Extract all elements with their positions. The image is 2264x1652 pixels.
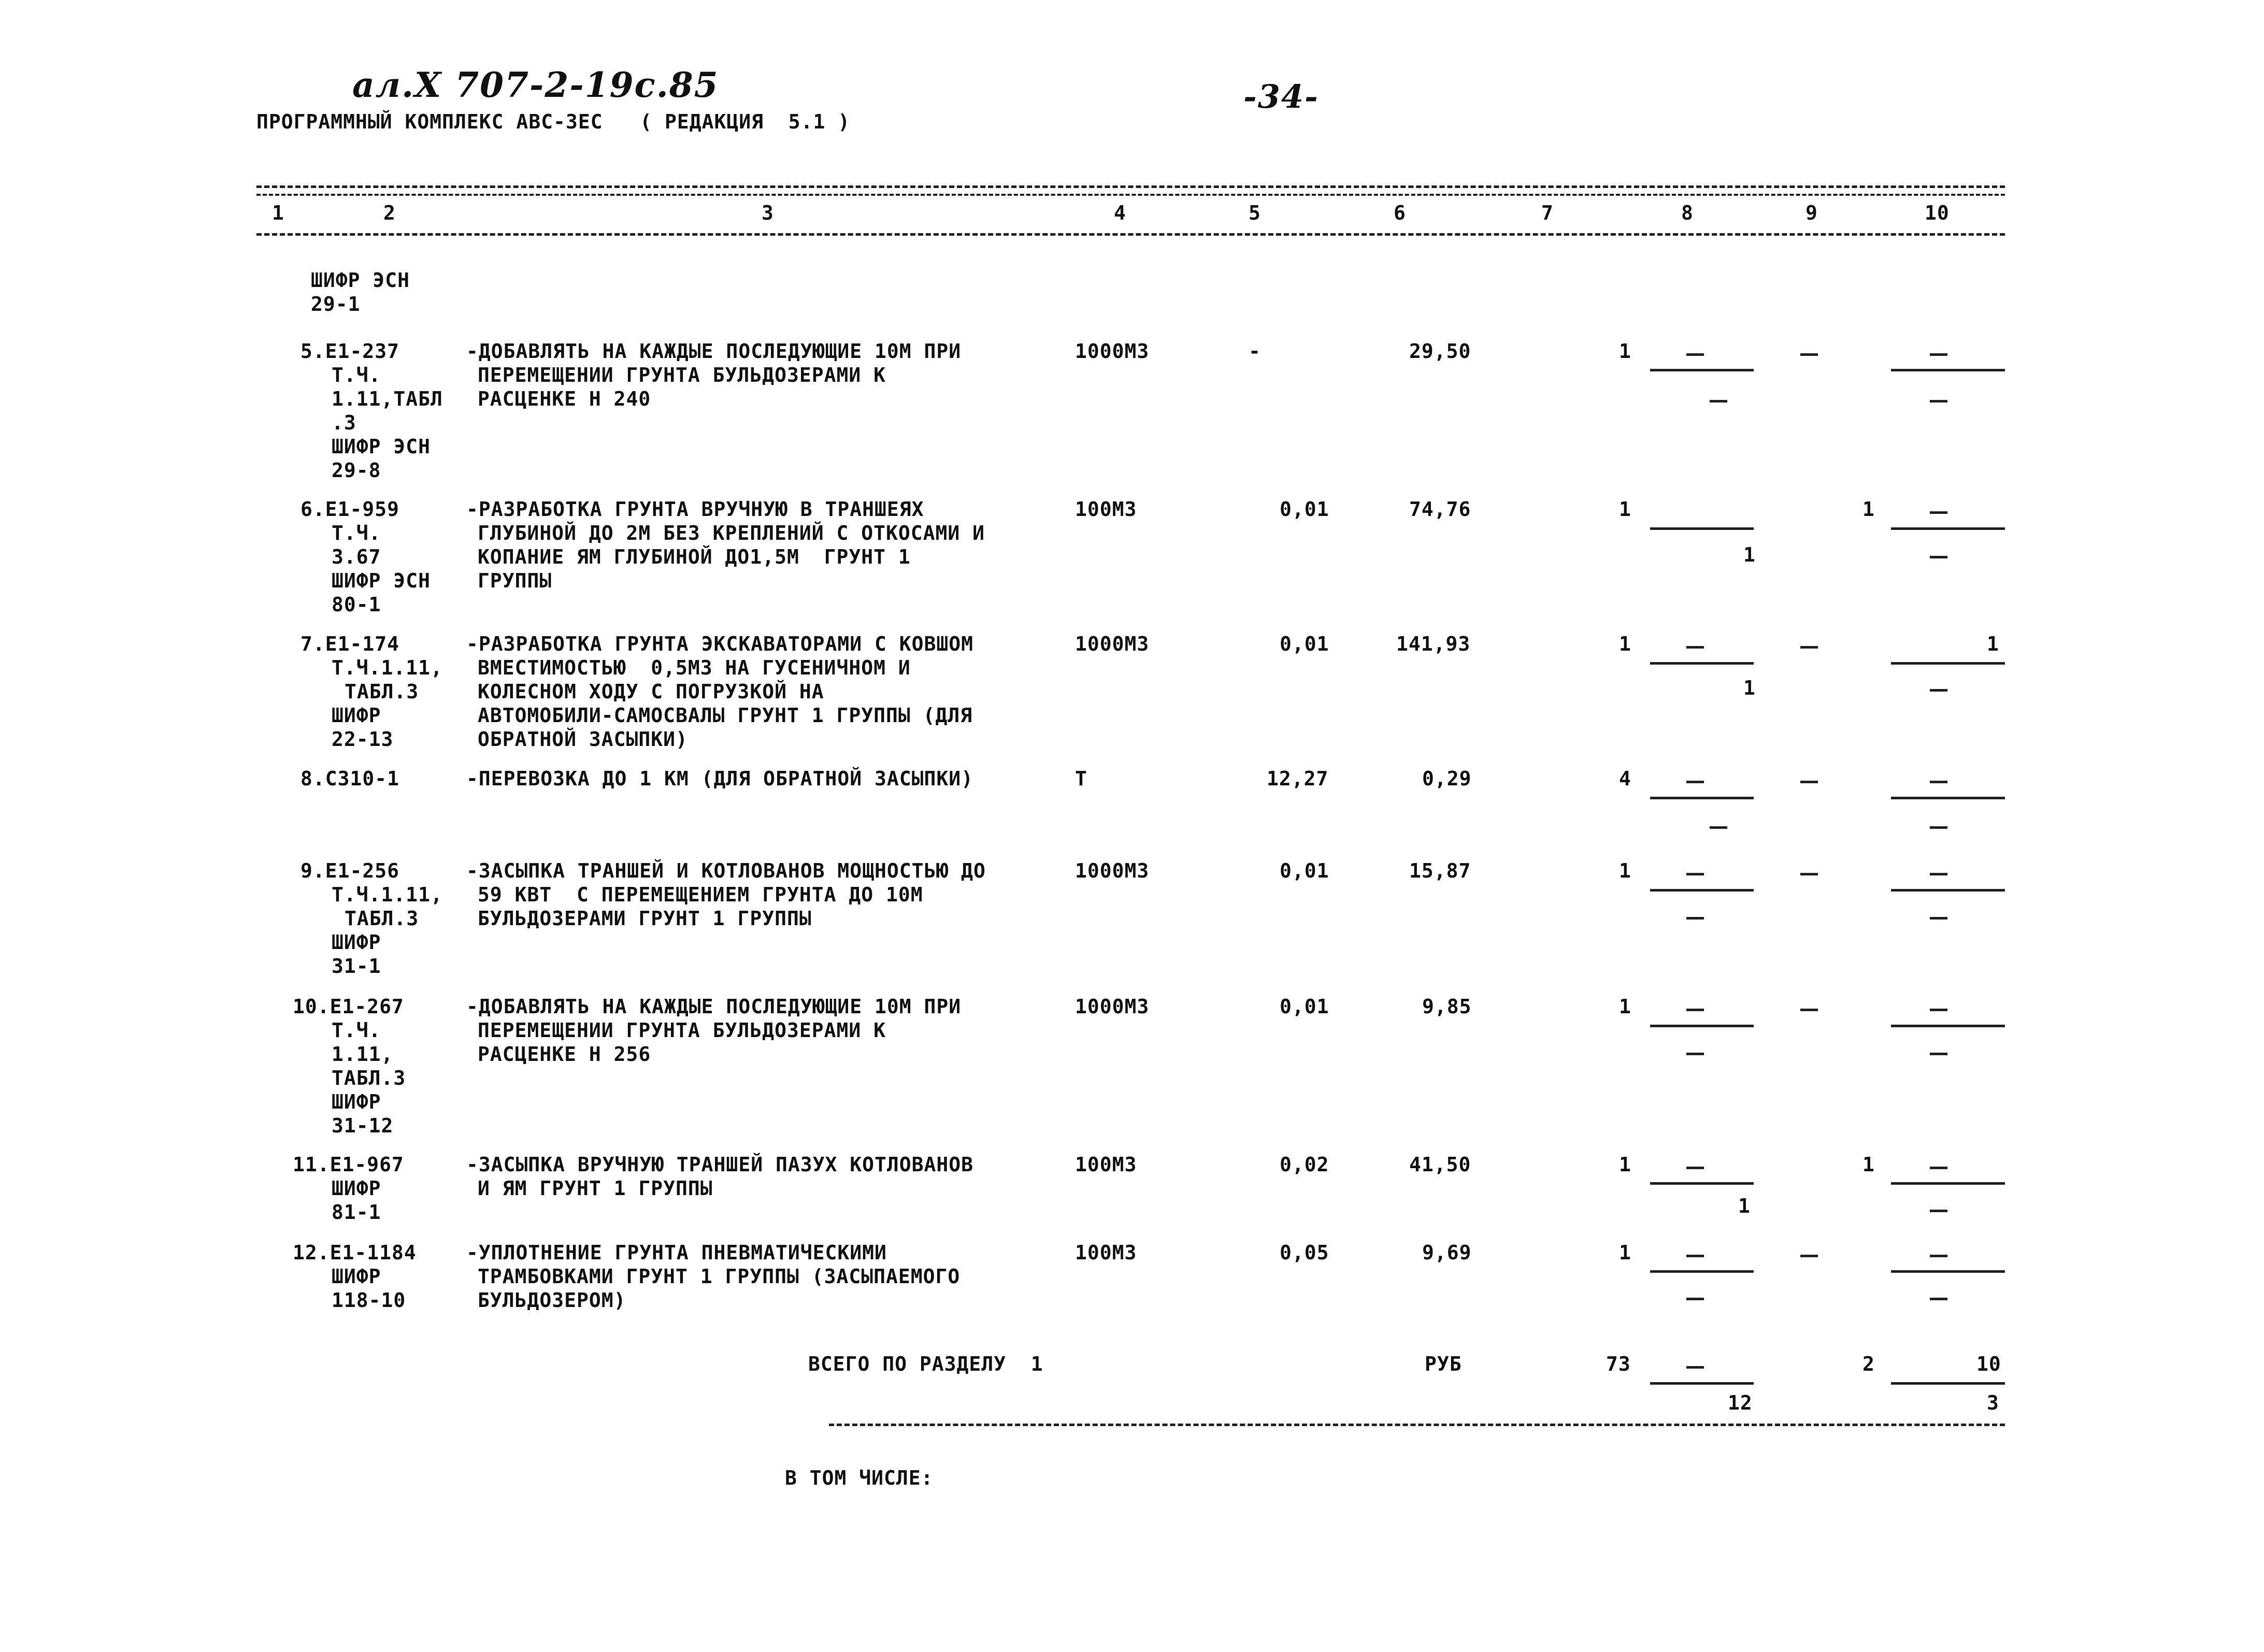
page-number: -34- bbox=[1243, 78, 1319, 116]
row-col8-value: 1 bbox=[1619, 1241, 1631, 1264]
row-col10-dash bbox=[1930, 826, 1947, 829]
row-code: 7.Е1-174 Т.Ч.1.11, ТАБЛ.3 ШИФР 22-13 bbox=[300, 633, 443, 751]
row-code: 9.Е1-256 Т.Ч.1.11, ТАБЛ.3 ШИФР 31-1 bbox=[300, 859, 443, 978]
row-col8-value: 1 bbox=[1619, 995, 1631, 1018]
row-col8-value: 1 bbox=[1619, 1153, 1631, 1176]
row-col9-dash bbox=[1800, 646, 1818, 649]
column-number: 5 bbox=[1249, 202, 1261, 224]
row-name: -УПЛОТНЕНИЕ ГРУНТА ПНЕВМАТИЧЕСКИМИ ТРАМБОВКАМИ ГРУНТ 1 ГРУППЫ (ЗАСЫПАЕМОГО БУЛЬДОЗЕРОМ) bbox=[466, 1241, 961, 1312]
row-col10-dash bbox=[1930, 1210, 1947, 1212]
row-col8-fraction-line bbox=[1650, 1025, 1754, 1027]
row-code: 8.С310-1 bbox=[300, 767, 400, 790]
row-col10-dash bbox=[1930, 781, 1947, 783]
row-code: 11.Е1-967 ШИФР 81-1 bbox=[293, 1153, 404, 1224]
row-col10-dash bbox=[1930, 353, 1947, 356]
totals-col8-top: 73 bbox=[1606, 1353, 1631, 1375]
row-price: 29,50 bbox=[1409, 340, 1471, 363]
row-price: 74,76 bbox=[1409, 498, 1471, 521]
row-col9-value: 1 bbox=[1862, 498, 1875, 521]
row-unit: 1000М3 bbox=[1075, 995, 1150, 1018]
row-col8-dash bbox=[1686, 1255, 1704, 1257]
totals-col8-fraction-line bbox=[1650, 1382, 1754, 1385]
footer-note: В ТОМ ЧИСЛЕ: bbox=[785, 1467, 934, 1489]
totals-col10-top: 10 bbox=[1976, 1353, 2001, 1375]
row-unit: 1000М3 bbox=[1075, 633, 1150, 655]
row-col10-dash bbox=[1930, 1053, 1947, 1055]
row-col8-dash bbox=[1686, 646, 1704, 649]
row-col9-dash bbox=[1800, 781, 1818, 783]
row-col9-dash bbox=[1800, 1255, 1818, 1257]
row-col10-fraction-line bbox=[1891, 369, 2005, 371]
row-col8-fraction-line bbox=[1650, 662, 1754, 665]
totals-col10-bottom: 3 bbox=[1987, 1391, 1999, 1414]
table-top-rule-inner bbox=[256, 194, 2005, 196]
row-col8-value: 1 bbox=[1619, 859, 1631, 882]
totals-bottom-rule bbox=[829, 1424, 2005, 1426]
row-col8-bottom: 1 bbox=[1738, 1195, 1751, 1217]
row-col10-dash bbox=[1930, 917, 1947, 920]
row-quantity: 0,01 bbox=[1280, 995, 1329, 1018]
row-col10-fraction-line bbox=[1891, 1182, 2005, 1185]
row-col8-value: 1 bbox=[1619, 498, 1631, 521]
row-name: -РАЗРАБОТКА ГРУНТА ЭКСКАВАТОРАМИ С КОВШОМ ВМЕСТИМОСТЬЮ 0,5М3 НА ГУСЕНИЧНОМ И КОЛЕСНОМ ХОДУ С ПОГРУЗКОЙ НА АВТОМОБИЛИ-САМОСВАЛЫ ГРУНТ 1 ГРУППЫ (ДЛЯ ОБРАТНОЙ ЗАСЫПКИ) bbox=[466, 633, 973, 751]
column-number: 4 bbox=[1114, 202, 1126, 224]
row-col8-value: 4 bbox=[1619, 767, 1631, 790]
totals-col10-fraction-line bbox=[1891, 1382, 2005, 1385]
row-col10-fraction-line bbox=[1891, 889, 2005, 892]
row-col8-dash bbox=[1710, 400, 1727, 403]
row-col8-dash bbox=[1686, 1009, 1704, 1011]
row-col8-fraction-line bbox=[1650, 369, 1754, 371]
row-col8-fraction-line bbox=[1650, 797, 1754, 799]
row-quantity: 0,02 bbox=[1280, 1153, 1329, 1176]
row-price: 15,87 bbox=[1409, 859, 1471, 882]
row-col10-dash bbox=[1930, 1255, 1947, 1257]
row-col10-fraction-line bbox=[1891, 797, 2005, 799]
row-price: 141,93 bbox=[1396, 633, 1471, 655]
row-col10-dash bbox=[1930, 873, 1947, 875]
row-price: 41,50 bbox=[1409, 1153, 1471, 1176]
totals-col8-dash bbox=[1686, 1366, 1704, 1369]
row-col8-dash bbox=[1686, 781, 1704, 783]
row-col9-dash bbox=[1800, 873, 1818, 875]
row-col8-dash bbox=[1686, 1298, 1704, 1300]
row-quantity: 0,01 bbox=[1280, 633, 1329, 655]
row-unit: 1000М3 bbox=[1075, 340, 1150, 363]
row-col8-dash bbox=[1710, 826, 1727, 829]
row-col10-dash bbox=[1930, 400, 1947, 403]
row-quantity: 0,05 bbox=[1280, 1241, 1329, 1264]
row-col8-fraction-line bbox=[1650, 527, 1754, 530]
row-unit: 100М3 bbox=[1075, 1241, 1137, 1264]
row-price: 0,29 bbox=[1422, 767, 1472, 790]
row-col8-dash bbox=[1686, 917, 1704, 920]
row-col10-fraction-line bbox=[1891, 527, 2005, 530]
row-unit: 1000М3 bbox=[1075, 859, 1150, 882]
column-number: 2 bbox=[383, 202, 396, 224]
row-name: -РАЗРАБОТКА ГРУНТА ВРУЧНУЮ В ТРАНШЕЯХ ГЛУБИНОЙ ДО 2М БЕЗ КРЕПЛЕНИЙ С ОТКОСАМИ И КОПАНИЕ ЯМ ГЛУБИНОЙ ДО1,5М ГРУНТ 1 ГРУППЫ bbox=[466, 498, 985, 592]
row-code: 6.Е1-959 Т.Ч. 3.67 ШИФР ЭСН 80-1 bbox=[300, 498, 431, 616]
row-col10-dash bbox=[1930, 556, 1947, 558]
handwritten-document-reference: ал.Х 707-2-19с.85 bbox=[352, 65, 719, 105]
totals-unit: РУБ bbox=[1425, 1353, 1462, 1375]
row-col8-value: 1 bbox=[1619, 633, 1631, 655]
row-code: 12.Е1-1184 ШИФР 118-10 bbox=[293, 1241, 417, 1312]
row-unit: 100М3 bbox=[1075, 1153, 1137, 1176]
row-col10-dash bbox=[1930, 689, 1947, 692]
row-col8-dash bbox=[1686, 1053, 1704, 1055]
row-col10-dash bbox=[1930, 511, 1947, 514]
row-quantity: 0,01 bbox=[1280, 498, 1329, 521]
row-col10-fraction-line bbox=[1891, 662, 2005, 665]
row-col8-bottom: 1 bbox=[1743, 543, 1756, 566]
row-col8-dash bbox=[1686, 1167, 1704, 1169]
row-price: 9,85 bbox=[1422, 995, 1472, 1018]
row-quantity: 0,01 bbox=[1280, 859, 1329, 882]
row-col10-fraction-line bbox=[1891, 1025, 2005, 1027]
column-number: 3 bbox=[762, 202, 774, 224]
row-col9-dash bbox=[1800, 353, 1818, 356]
row-col10-dash bbox=[1930, 1009, 1947, 1011]
row-col8-fraction-line bbox=[1650, 1270, 1754, 1273]
row-name: -ЗАСЫПКА ВРУЧНУЮ ТРАНШЕЙ ПАЗУХ КОТЛОВАНОВ И ЯМ ГРУНТ 1 ГРУППЫ bbox=[466, 1153, 973, 1200]
row-col10-dash bbox=[1930, 1298, 1947, 1300]
totals-col8-bottom: 12 bbox=[1728, 1391, 1753, 1414]
program-title: ПРОГРАММНЫЙ КОМПЛЕКС АВС-3ЕС ( РЕДАКЦИЯ 5.1 ) bbox=[256, 110, 851, 133]
row-col10-dash bbox=[1930, 1167, 1947, 1169]
row-code: 10.Е1-267 Т.Ч. 1.11, ТАБЛ.3 ШИФР 31-12 bbox=[293, 995, 406, 1137]
row-name: -ЗАСЫПКА ТРАНШЕЙ И КОТЛОВАНОВ МОЩНОСТЬЮ ДО 59 КВТ С ПЕРЕМЕЩЕНИЕМ ГРУНТА ДО 10М БУЛЬДОЗЕРАМИ ГРУНТ 1 ГРУППЫ bbox=[466, 859, 986, 930]
row-col9-dash bbox=[1800, 1009, 1818, 1011]
row-name: -ДОБАВЛЯТЬ НА КАЖДЫЕ ПОСЛЕДУЮЩИЕ 10М ПРИ ПЕРЕМЕЩЕНИИ ГРУНТА БУЛЬДОЗЕРАМИ К РАСЦЕНКЕ Н 240 bbox=[466, 340, 962, 410]
column-number: 10 bbox=[1925, 202, 1950, 224]
row-code: 5.Е1-237 Т.Ч. 1.11,ТАБЛ .3 ШИФР ЭСН 29-8 bbox=[300, 340, 443, 482]
row-price: 9,69 bbox=[1422, 1241, 1472, 1264]
table-header-bottom-rule bbox=[256, 233, 2005, 236]
carry-over-code: ШИФР ЭСН 29-1 bbox=[311, 269, 410, 315]
row-col8-dash bbox=[1686, 353, 1704, 356]
row-name: -ДОБАВЛЯТЬ НА КАЖДЫЕ ПОСЛЕДУЮЩИЕ 10М ПРИ ПЕРЕМЕЩЕНИИ ГРУНТА БУЛЬДОЗЕРАМИ К РАСЦЕНКЕ Н 256 bbox=[466, 995, 962, 1066]
row-col8-bottom: 1 bbox=[1743, 677, 1756, 699]
row-col8-dash bbox=[1686, 873, 1704, 875]
row-unit: 100М3 bbox=[1075, 498, 1137, 521]
column-number: 9 bbox=[1806, 202, 1818, 224]
row-col10-fraction-line bbox=[1891, 1270, 2005, 1273]
column-number: 8 bbox=[1681, 202, 1694, 224]
table-top-rule bbox=[256, 185, 2005, 188]
row-unit: Т bbox=[1075, 767, 1087, 790]
column-number: 7 bbox=[1541, 202, 1554, 224]
row-col8-fraction-line bbox=[1650, 1182, 1754, 1185]
column-number: 1 bbox=[272, 202, 284, 224]
row-quantity: 12,27 bbox=[1267, 767, 1329, 790]
row-col8-fraction-line bbox=[1650, 889, 1754, 892]
column-number: 6 bbox=[1394, 202, 1406, 224]
row-quantity: - bbox=[1249, 340, 1261, 363]
totals-label: ВСЕГО ПО РАЗДЕЛУ 1 bbox=[808, 1353, 1043, 1375]
row-col9-value: 1 bbox=[1862, 1153, 1875, 1176]
totals-col9: 2 bbox=[1862, 1353, 1875, 1375]
row-col8-value: 1 bbox=[1619, 340, 1631, 363]
row-col10-value: 1 bbox=[1987, 633, 1999, 655]
row-name: -ПЕРЕВОЗКА ДО 1 КМ (ДЛЯ ОБРАТНОЙ ЗАСЫПКИ) bbox=[466, 767, 973, 790]
